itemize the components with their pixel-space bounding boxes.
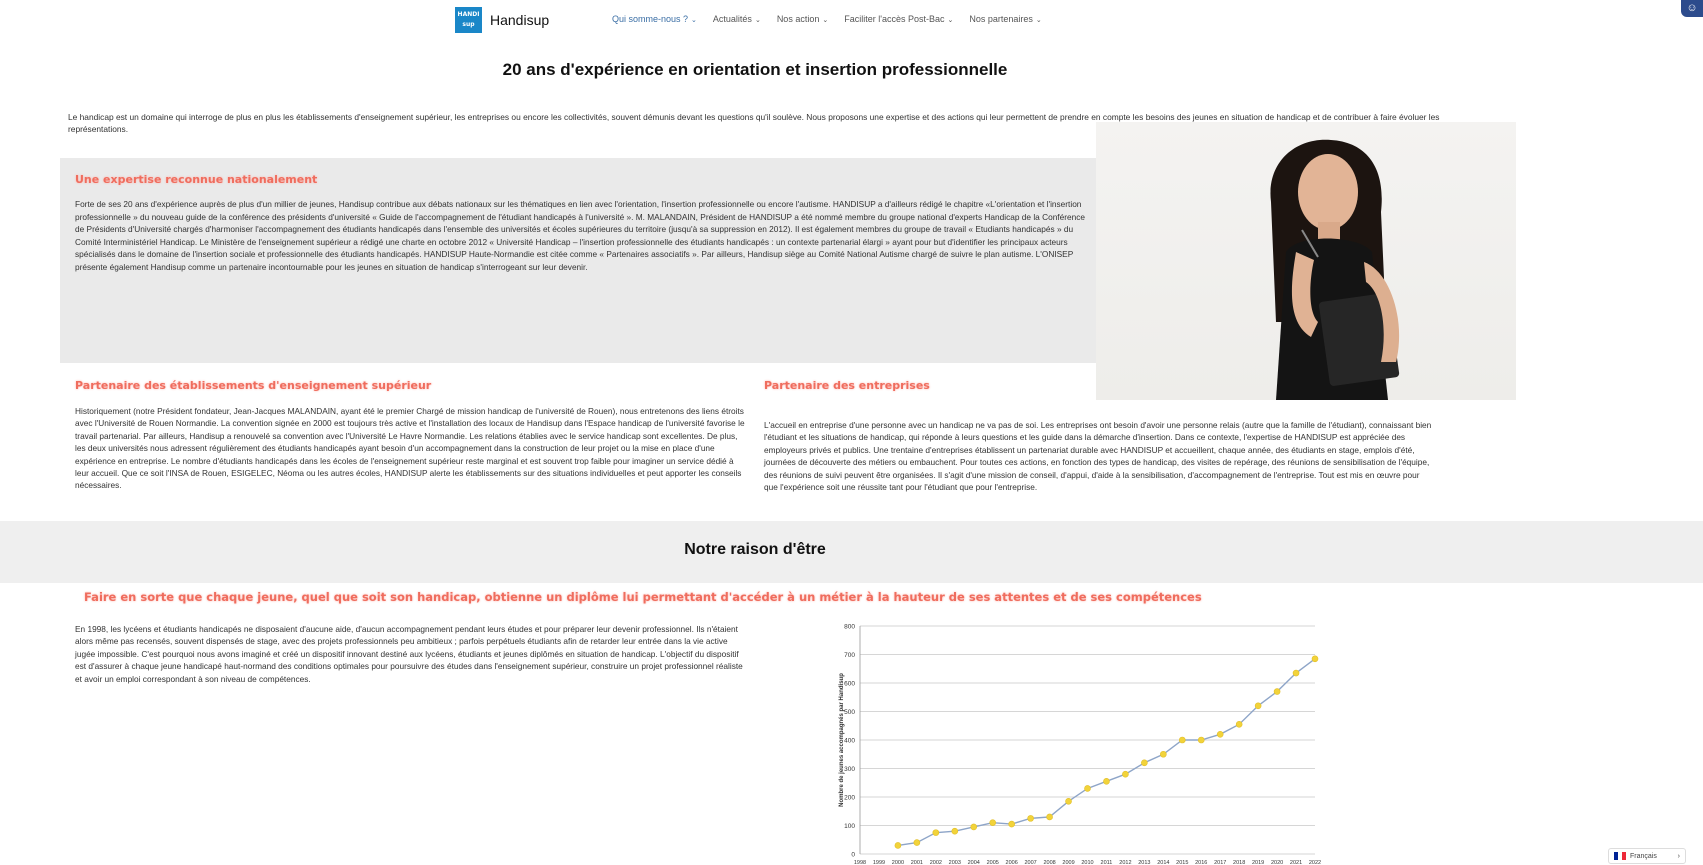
chevron-right-icon: › bbox=[1677, 852, 1680, 860]
x-tick-label: 2010 bbox=[1081, 860, 1094, 865]
y-tick-label: 0 bbox=[851, 851, 855, 859]
etablissements-text: Historiquement (notre Président fondateur, Jean-Jacques MALANDAIN, ayant été le premier Chargé de mission handicap de l'université de Rouen), nous entretenons des liens étroits avec l'Université de Rouen Normandie. La convention signée en 2000 est toujours très active et l'installation des locaux de Handisup dans l'Espace handicap de l'université favorise le travail partenarial. Par ailleurs, Handisup a renouvelé sa convention avec l'Université Le Havre Normandie. Les relations établies avec le service handicap sont excellentes. De plus, les deux universités nous adressent régulièrement des étudiants handicapés ayant besoin d'un accompagnement dans la construction de leur projet ou la mise en place d'une expérience en entreprise. Le nombre d'étudiants handicapés dans les écoles de l'enseignement supérieur reste marginal et est souvent trop faible pour imaginer un service dédié à leur accueil. Que ce soit l'INSA de Rouen, ESIGELEC, Néoma ou les autres écoles, HANDISUP alerte les établissements sur des situations individuelles et peut apporter les conseils nécessaires. bbox=[75, 406, 745, 491]
french-flag-icon bbox=[1614, 852, 1626, 860]
chevron-down-icon: ⌄ bbox=[691, 17, 697, 24]
data-point bbox=[1179, 737, 1185, 743]
accessibility-icon[interactable]: ☺ bbox=[1681, 0, 1703, 17]
data-point bbox=[1312, 656, 1318, 662]
x-tick-label: 2016 bbox=[1195, 860, 1208, 865]
chevron-down-icon: ⌄ bbox=[822, 17, 829, 24]
x-tick-label: 2019 bbox=[1252, 860, 1265, 865]
data-point bbox=[1009, 821, 1015, 827]
data-point bbox=[1236, 721, 1242, 727]
nav-item-qui-sommes-nous[interactable] bbox=[612, 14, 697, 24]
student-photo bbox=[1096, 122, 1516, 400]
nav-label: Actualités bbox=[712, 14, 752, 24]
nav-item-nos-action[interactable] bbox=[777, 14, 828, 24]
entreprises-title: Partenaire des entreprises bbox=[764, 379, 930, 392]
y-tick-label: 700 bbox=[844, 652, 855, 659]
x-tick-label: 2001 bbox=[910, 860, 923, 865]
data-point bbox=[990, 820, 996, 826]
x-tick-label: 1999 bbox=[872, 860, 886, 865]
nav-label: Nos action bbox=[776, 14, 820, 24]
y-tick-label: 100 bbox=[844, 823, 855, 830]
x-tick-label: 2018 bbox=[1233, 860, 1246, 865]
mission-statement: Faire en sorte que chaque jeune, quel que soit son handicap, obtienne un diplôme lui permettant d'accéder à un métier à la hauteur de ses attentes et de ses compétences bbox=[84, 590, 1202, 604]
x-tick-label: 2017 bbox=[1214, 860, 1227, 865]
y-tick-label: 800 bbox=[844, 623, 855, 631]
x-tick-label: 2005 bbox=[986, 860, 999, 865]
x-tick-label: 2022 bbox=[1308, 860, 1322, 865]
nav-label: Nos partenaires bbox=[969, 14, 1033, 24]
nav-label: Faciliter l'accès Post-Bac bbox=[844, 14, 945, 24]
x-tick-label: 2007 bbox=[1024, 860, 1037, 865]
x-tick-label: 2011 bbox=[1100, 860, 1113, 865]
data-point bbox=[1198, 737, 1204, 743]
x-tick-label: 2003 bbox=[948, 860, 961, 865]
data-point bbox=[1066, 798, 1072, 804]
language-switcher[interactable] bbox=[1608, 848, 1686, 864]
x-tick-label: 2020 bbox=[1270, 860, 1284, 865]
growth-chart bbox=[830, 615, 1330, 865]
data-point bbox=[1255, 703, 1261, 709]
logo[interactable]: HANDI sup bbox=[455, 7, 482, 33]
nav-item-actualites[interactable] bbox=[713, 14, 761, 24]
student-illustration bbox=[1096, 122, 1516, 400]
main-nav bbox=[612, 14, 1042, 24]
x-tick-label: 2013 bbox=[1138, 860, 1151, 865]
y-tick-label: 600 bbox=[844, 680, 855, 688]
y-tick-label: 200 bbox=[844, 794, 855, 802]
chevron-down-icon: ⌄ bbox=[754, 17, 761, 24]
nav-item-faciliter-acces[interactable] bbox=[844, 14, 953, 24]
etablissements-title: Partenaire des établissements d'enseignement supérieur bbox=[75, 379, 432, 392]
data-point bbox=[933, 830, 939, 836]
nav-item-partenaires[interactable] bbox=[969, 14, 1041, 24]
expertise-text: Forte de ses 20 ans d'expérience auprès de plus d'un millier de jeunes, Handisup contribue aux débats nationaux sur les thématiques en lien avec l'orientation, l'insertion professionnelle ou encore l'autisme. HANDISUP a d'ailleurs rédigé le chapitre «L'orientation et l'insertion professionnelle » du nouveau guide de la conférence des présidents d'université « Guide de l'accompagnement de l'étudiant handicapés à l'université ». M. MALANDAIN, Président de HANDISUP a été nommé membre du groupe national d'experts Handicap de la Conférence de Présidents d'Université chargés d'harmoniser l'accompagnement des étudiants handicapés dans l'ensemble des universités et écoles supérieures du territoire (jusqu'à sa suppression en 2012). Il est également membres du groupe de travail « Etudiants handicapés » du Comité Interministériel Handicap. Le Ministère de l'enseignement supérieur a rédigé une charte en octobre 2012 « Université Handicap – l'insertion professionnelle des étudiants handicapés : un contexte partenarial élargi » ayant pour but d'identifier les principaux acteurs spécialisés dans le domaine de l'insertion sociale et professionnelle des étudiants handicapés. HANDISUP Haute-Normandie est citée comme « Partenaires associatifs ». Par ailleurs, Handisup siège au Comité National Autisme chargé de suivre le plan autisme. L'ONISEP présente également Handisup comme un partenaire incontournable pour les jeunes en situation de handicap s'interrogeant sur leur devenir. bbox=[75, 199, 1085, 272]
data-point bbox=[1141, 760, 1147, 766]
y-tick-label: 500 bbox=[844, 709, 855, 716]
data-point bbox=[971, 824, 977, 830]
data-point bbox=[1160, 751, 1166, 757]
entreprises-text: L'accueil en entreprise d'une personne avec un handicap ne va pas de soi. Les entreprises ont besoin d'avoir une personne relais (autre que la famille de l'étudiant), connaissant bien l'étudiant et les situations de handicap, qui réponde à leurs questions et les guide dans la démarche d'insertion. Dans ce contexte, l'expertise de HANDISUP est appréciée des employeurs privés et publics. Une trentaine d'entreprises établissent un partenariat durable avec HANDISUP et accueillent, chaque année, des étudiants en stage, emplois d'été, journées de découverte des métiers ou embauchent. Pour toutes ces actions, en fonction des types de handicap, des visites de repérage, des réunions de sensibilisation de l'équipe, des réunions de suivi peuvent être organisées. Il s'agit d'une mission de conseil, d'appui, d'aide à la sensibilisation, d'accompagnement de l'entreprise. Tout est mis en œuvre pour que l'expérience soit une réussite tant pour l'étudiant que pour l'entreprise. bbox=[764, 420, 1432, 493]
raison-text: En 1998, les lycéens et étudiants handicapés ne disposaient d'aucune aide, d'aucun accompagnement pendant leurs études et pour préparer leur devenir professionnel. Ils n'étaient alors même pas recensés, souvent dispensés de stage, avec des projets professionnels peu ambitieux ; parfois perpétuels étudiants afin de retarder leur entrée dans la vie active jugée impossible. C'est pourquoi nous avons imaginé et créé un dispositif innovant destiné aux lycéens, étudiants et jeunes diplômés en situation de handicap. L'objectif du dispositif est d'assurer à chaque jeune handicapé haut-normand des conditions optimales pour poursuivre des études dans l'enseignement supérieur, construire un projet professionnel réaliste et avoir un emploi correspondant à son niveau de compétences. bbox=[75, 624, 743, 684]
chart-svg bbox=[830, 615, 1330, 865]
intro-text: Le handicap est un domaine qui interroge de plus en plus les établissements d'enseignement supérieur, les entreprises ou encore les collectivités, souvent démunis devant les questions qu'il soulève. Nous proposons une expertise et des actions qui leur permettent de prendre en compte les besoins des jeunes en situation de handicap et de contribuer à faire évoluer les représentations. bbox=[68, 112, 1440, 134]
x-tick-label: 2008 bbox=[1043, 860, 1056, 865]
series-line bbox=[898, 659, 1315, 846]
data-point bbox=[1047, 814, 1053, 820]
page-title: 20 ans d'expérience en orientation et insertion professionnelle bbox=[502, 60, 1008, 79]
language-label: Français bbox=[1630, 852, 1657, 860]
x-tick-label: 2015 bbox=[1176, 860, 1189, 865]
chevron-down-icon: ⌄ bbox=[1035, 17, 1042, 24]
x-tick-label: 2002 bbox=[929, 860, 942, 865]
x-tick-label: 1998 bbox=[853, 860, 867, 865]
data-point bbox=[1217, 731, 1223, 737]
y-tick-label: 300 bbox=[844, 766, 855, 773]
y-axis-label: Nombre de jeunes accompagnés par Handisup bbox=[839, 673, 845, 807]
site-header bbox=[0, 0, 1703, 42]
site-name[interactable]: Handisup bbox=[490, 12, 550, 28]
data-point bbox=[914, 840, 920, 846]
data-point bbox=[1274, 689, 1280, 695]
x-tick-label: 2006 bbox=[1005, 860, 1018, 865]
x-tick-label: 2021 bbox=[1289, 860, 1303, 865]
expertise-title: Une expertise reconnue nationalement bbox=[75, 173, 318, 186]
data-point bbox=[1028, 815, 1034, 821]
chevron-down-icon: ⌄ bbox=[947, 17, 954, 24]
x-tick-label: 2000 bbox=[891, 860, 905, 865]
data-point bbox=[1103, 778, 1109, 784]
data-point bbox=[1085, 785, 1091, 791]
x-tick-label: 2009 bbox=[1062, 860, 1075, 865]
x-tick-label: 2012 bbox=[1119, 860, 1132, 865]
x-tick-label: 2004 bbox=[967, 860, 980, 865]
data-point bbox=[952, 828, 958, 834]
nav-label: Qui somme-nous ? bbox=[612, 14, 689, 24]
data-point bbox=[1293, 670, 1299, 676]
data-point bbox=[895, 842, 901, 848]
data-point bbox=[1122, 771, 1128, 777]
y-tick-label: 400 bbox=[844, 737, 855, 745]
raison-title: Notre raison d'être bbox=[684, 541, 826, 558]
x-tick-label: 2014 bbox=[1157, 860, 1170, 865]
